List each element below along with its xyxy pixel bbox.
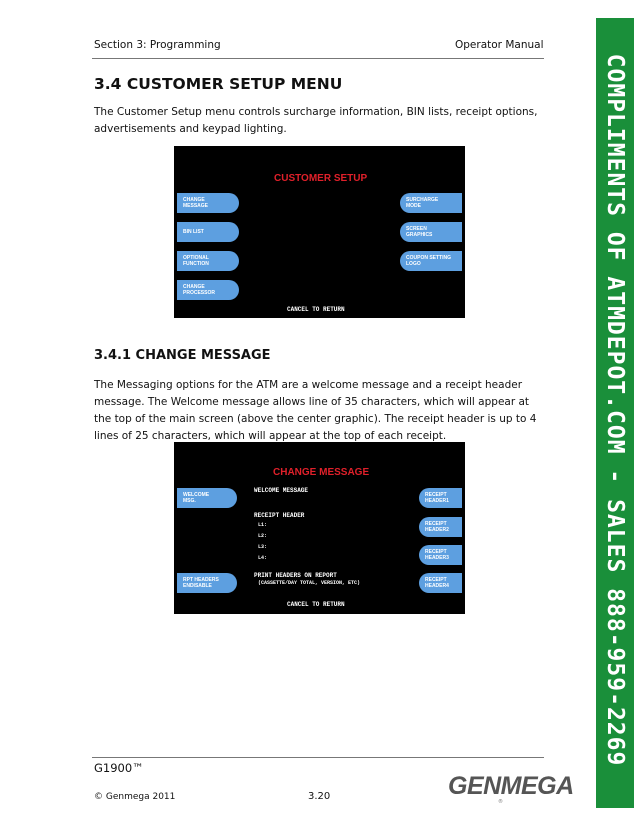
button-label: SCREEN xyxy=(406,226,427,232)
button-label: GRAPHICS xyxy=(406,232,433,238)
button-label: COUPON SETTING xyxy=(406,255,452,261)
surcharge-mode-button[interactable] xyxy=(400,193,462,213)
button-label: RPT HEADERS xyxy=(183,577,219,583)
cancel-to-return-button[interactable]: CANCEL TO RETURN xyxy=(287,306,345,313)
customer-setup-screen xyxy=(174,146,465,318)
button-label: MESSAGE xyxy=(183,203,209,209)
button-label: HEADER1 xyxy=(425,498,449,504)
logo-registered-mark: ® xyxy=(498,799,503,805)
body-paragraph: The Messaging options for the ATM are a welcome message and a receipt header message. The Welcome message allows line of 35 characters, which will appear at the top of the main screen (above the center graphic). The receipt header is up to 4 lines of 25 characters, which will appear at the top of each receipt. xyxy=(94,379,537,442)
subsection-heading: 3.4.1 CHANGE MESSAGE xyxy=(94,348,271,363)
button-label: RECEIPT xyxy=(425,577,447,583)
button-label: MSG. xyxy=(183,498,196,504)
button-label: FUNCTION xyxy=(183,261,209,267)
change-message-screen xyxy=(174,442,465,614)
change-processor-button[interactable] xyxy=(177,280,239,300)
button-label: HEADER4 xyxy=(425,583,449,589)
footer-page-number: 3.20 xyxy=(308,791,331,802)
receipt-header-label: RECEIPT HEADER xyxy=(254,512,305,519)
header-section: Section 3: Programming xyxy=(94,39,221,51)
page-heading: 3.4 CUSTOMER SETUP MENU xyxy=(94,75,343,93)
receipt-line-3: L3: xyxy=(258,544,268,550)
print-headers-label: PRINT HEADERS ON REPORT xyxy=(254,572,337,579)
intro-paragraph: The Customer Setup menu controls surcharge information, BIN lists, receipt options, advertisements and keypad lighting. xyxy=(94,106,538,135)
button-label: SURCHARGE xyxy=(406,197,439,203)
receipt-line-1: L1: xyxy=(258,522,268,528)
button-label: PROCESSOR xyxy=(183,290,215,296)
cancel-to-return-button[interactable]: CANCEL TO RETURN xyxy=(287,601,345,608)
footer-copyright: © Genmega 2011 xyxy=(94,792,176,802)
welcome-message-label: WELCOME MESSAGE xyxy=(254,487,309,494)
button-label: RECEIPT xyxy=(425,521,447,527)
receipt-header2-button[interactable] xyxy=(419,517,462,537)
coupon-setting-logo-button[interactable] xyxy=(400,251,462,271)
screen-title: CUSTOMER SETUP xyxy=(274,173,368,184)
bin-list-button[interactable] xyxy=(177,222,239,242)
optional-function-button[interactable] xyxy=(177,251,239,271)
receipt-header1-button[interactable] xyxy=(419,488,462,508)
header-manual: Operator Manual xyxy=(455,39,544,51)
button-label: HEADER2 xyxy=(425,527,449,533)
button-label: OPTIONAL xyxy=(183,255,209,261)
screen-graphics-button[interactable] xyxy=(400,222,462,242)
promo-sidebar-text: COMPLIMENTS OF ATMDEPOT.COM - SALES 888-959-2269 xyxy=(602,53,628,767)
receipt-header3-button[interactable] xyxy=(419,545,462,565)
button-label: RECEIPT xyxy=(425,492,447,498)
button-label: LOGO xyxy=(406,261,421,267)
receipt-header4-button[interactable] xyxy=(419,573,462,593)
button-label: CHANGE xyxy=(183,284,205,290)
button-label: CHANGE xyxy=(183,197,205,203)
footer-model: G1900™ xyxy=(94,761,144,775)
print-headers-sub: (CASSETTE/DAY TOTAL, VERSION, ETC) xyxy=(258,580,361,586)
button-label: HEADER3 xyxy=(425,555,449,561)
change-message-button[interactable] xyxy=(177,193,239,213)
rpt-headers-endisable-button[interactable] xyxy=(177,573,237,593)
receipt-line-2: L2: xyxy=(258,533,268,539)
button-label: BIN LIST xyxy=(183,229,204,235)
button-label: WELCOME xyxy=(183,492,210,498)
header-rule xyxy=(92,58,544,59)
button-label: ENDISABLE xyxy=(183,583,212,589)
welcome-msg-button[interactable] xyxy=(177,488,237,508)
button-label: MODE xyxy=(406,203,421,209)
screen-title: CHANGE MESSAGE xyxy=(273,467,370,478)
footer-rule xyxy=(92,757,544,758)
receipt-line-4: L4: xyxy=(258,555,268,561)
button-label: RECEIPT xyxy=(425,549,447,555)
genmega-logo: GENMEGA xyxy=(448,772,574,800)
